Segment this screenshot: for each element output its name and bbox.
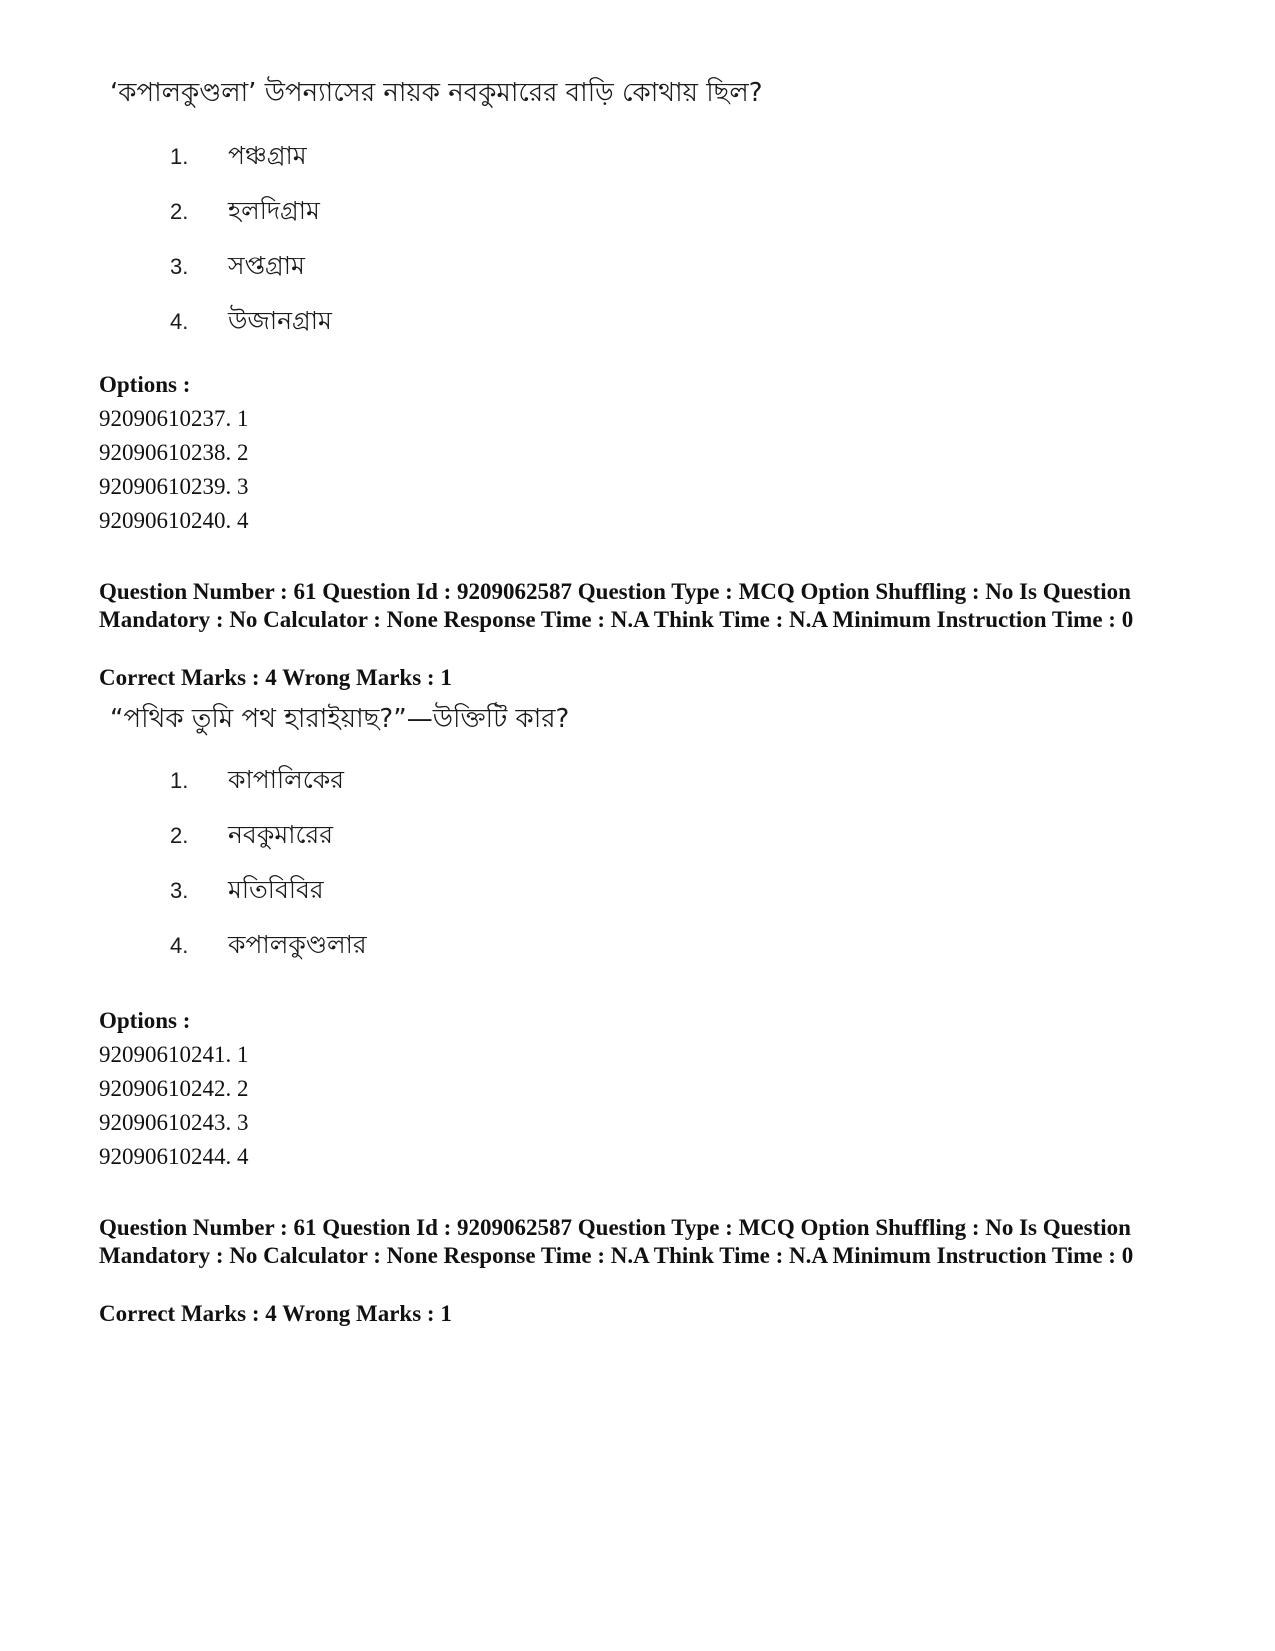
- answer-choice: [170, 136, 307, 179]
- option-id: 92090610238. 2: [99, 440, 249, 465]
- choice-number: 1.: [170, 144, 189, 169]
- option-id: 92090610243. 3: [99, 1110, 249, 1135]
- question-stem: ‘কপালকুণ্ডলা’ উপন্যাসের নায়ক নবকুমারের বাড়ি কোথায় ছিল?: [110, 78, 763, 108]
- option-id: 92090610244. 4: [99, 1144, 249, 1169]
- choice-text: কাপালিকের: [228, 765, 345, 794]
- choice-text: হলদিগ্রাম: [228, 196, 320, 225]
- option-id: 92090610237. 1: [99, 406, 249, 431]
- question-meta: Question Number : 61 Question Id : 9209062587 Question Type : MCQ Option Shuffling : No Is Question Mandatory : No Calculator : None Response Time : N.A Think Time : N.A Minimum Instruction Time : 0: [99, 579, 1134, 632]
- answer-choice: [170, 191, 320, 234]
- options-list: [99, 368, 249, 538]
- choice-text: সপ্তগ্রাম: [228, 251, 305, 280]
- choice-text: কপালকুণ্ডলার: [228, 930, 367, 959]
- marks-info: Correct Marks : 4 Wrong Marks : 1: [99, 665, 452, 690]
- answer-choice: [170, 246, 305, 289]
- option-id: 92090610242. 2: [99, 1076, 249, 1101]
- choice-number: 3.: [170, 254, 189, 279]
- options-list: [99, 1004, 249, 1174]
- answer-choice: [170, 760, 344, 803]
- choice-number: 4.: [170, 309, 189, 334]
- answer-choice: [170, 870, 324, 913]
- choice-text: পঞ্চগ্রাম: [228, 141, 307, 170]
- choice-text: উজানগ্রাম: [228, 306, 332, 335]
- answer-choice: [170, 301, 332, 344]
- choice-number: 2.: [170, 823, 189, 848]
- answer-choice: [170, 815, 333, 858]
- choice-number: 4.: [170, 933, 189, 958]
- choice-number: 3.: [170, 878, 189, 903]
- option-id: 92090610241. 1: [99, 1042, 249, 1067]
- option-id: 92090610239. 3: [99, 474, 249, 499]
- answer-choice: [170, 925, 367, 968]
- choice-text: নবকুমারের: [228, 820, 334, 849]
- options-heading: Options :: [99, 372, 191, 397]
- choice-number: 1.: [170, 768, 189, 793]
- option-id: 92090610240. 4: [99, 508, 249, 533]
- marks-info: Correct Marks : 4 Wrong Marks : 1: [99, 1301, 452, 1326]
- choice-number: 2.: [170, 199, 189, 224]
- question-meta: Question Number : 61 Question Id : 9209062587 Question Type : MCQ Option Shuffling : No Is Question Mandatory : No Calculator : None Response Time : N.A Think Time : N.A Minimum Instruction Time : 0: [99, 1215, 1134, 1268]
- question-stem: “পথিক তুমি পথ হারাইয়াছ?”—উক্তিটি কার?: [110, 704, 570, 734]
- choice-text: মতিবিবির: [228, 875, 324, 904]
- options-heading: Options :: [99, 1008, 191, 1033]
